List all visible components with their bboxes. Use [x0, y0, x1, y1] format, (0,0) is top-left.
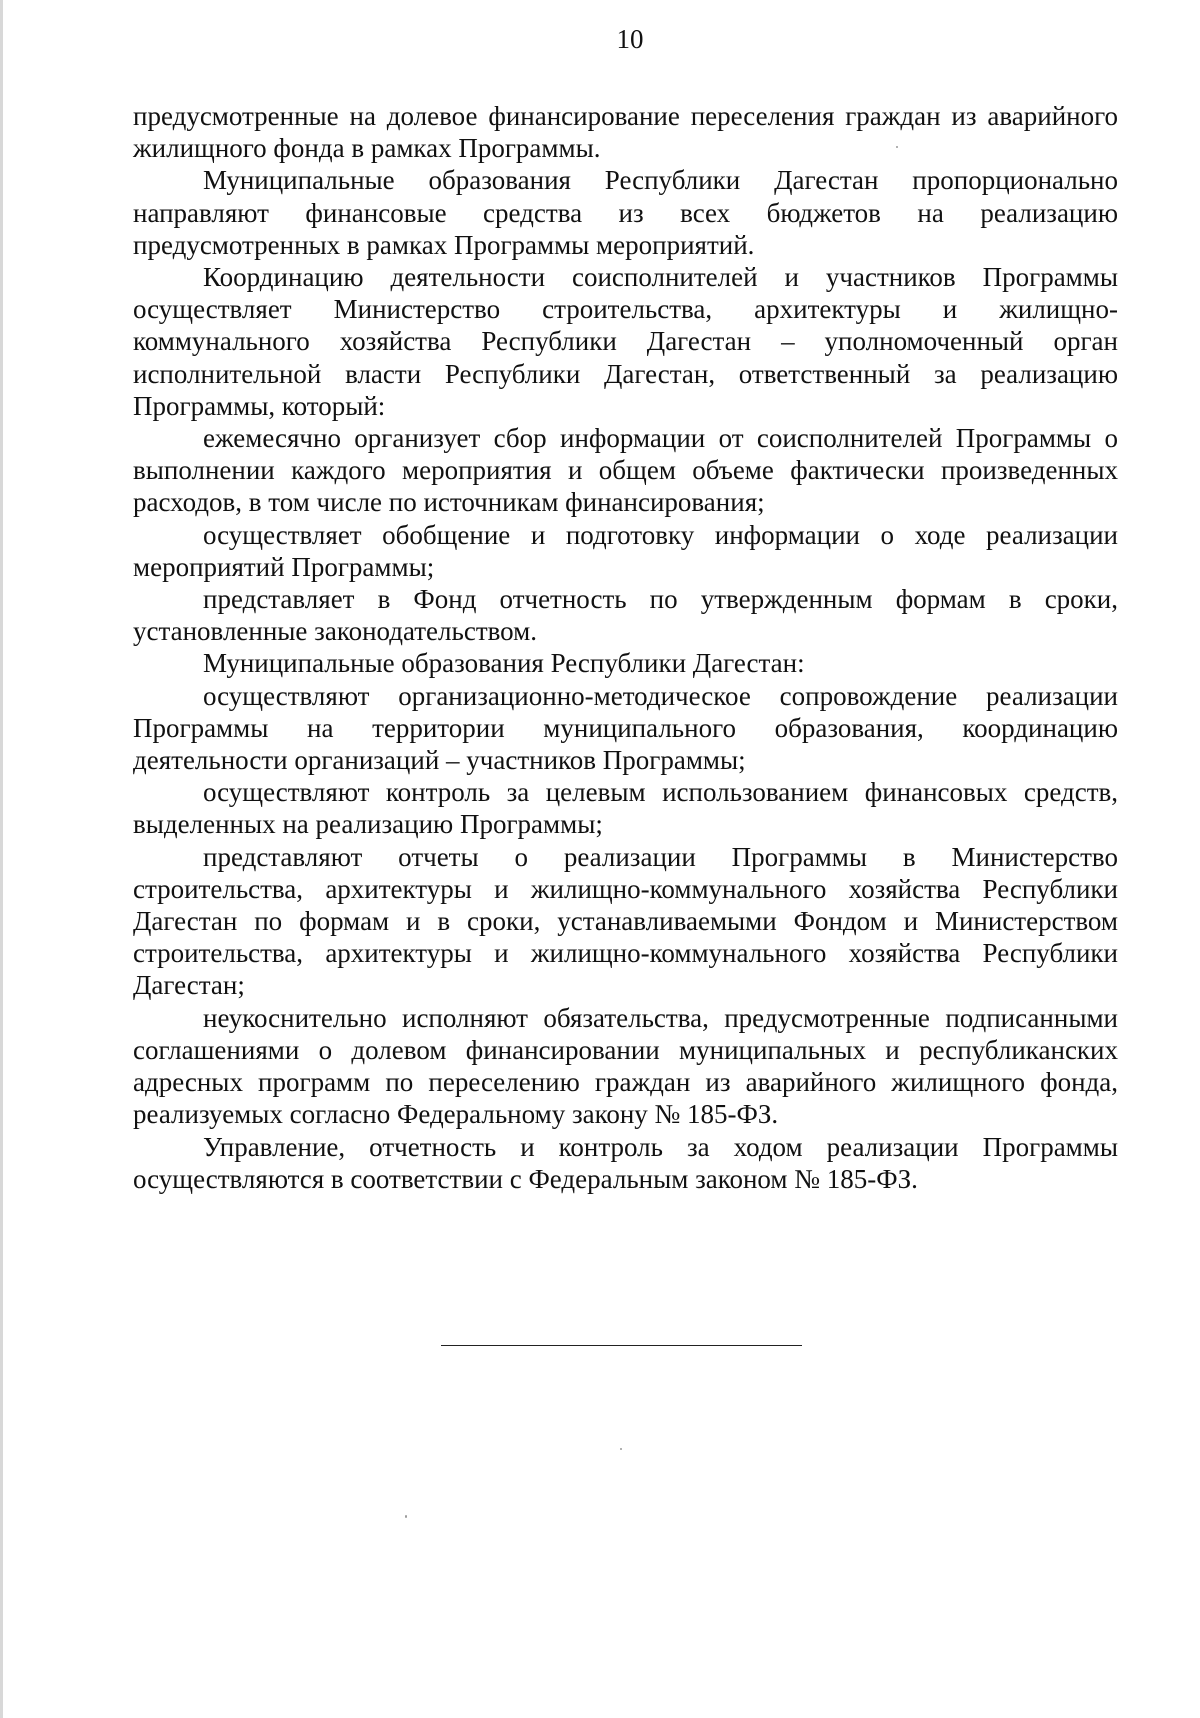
paragraph: представляет в Фонд отчетность по утвержденным формам в сроки, установленные законодательством.	[133, 584, 1118, 647]
paragraph: Муниципальные образования Республики Дагестан пропорционально направляют финансовые средства из всех бюджетов на реализацию предусмотренных в рамках Программы мероприятий.	[133, 165, 1118, 260]
page-number: 10	[616, 24, 644, 54]
paragraph: осуществляет обобщение и подготовку информации о ходе реализации мероприятий Программы;	[133, 519, 1118, 582]
paragraph: ежемесячно организует сбор информации от соисполнителей Программы о выполнении каждого мероприятия и общем объеме фактически произведенных расходов, в том числе по источникам финансирования;	[133, 423, 1118, 518]
paragraph: Координацию деятельности соисполнителей и участников Программы осуществляет Министерство строительства, архитектуры и жилищно-коммунального хозяйства Республики Дагестан – уполномоченный орган исполнительной власти Республики Дагестан, ответственный за реализацию Программы, который:	[133, 262, 1118, 421]
paragraph: осуществляют организационно-методическое сопровождение реализации Программы на территории муниципального образования, координацию деятельности организаций – участников Программы;	[133, 680, 1118, 776]
paragraph: Муниципальные образования Республики Дагестан:	[203, 648, 805, 679]
paragraph: Управление, отчетность и контроль за ходом реализации Программы осуществляются в соответствии с Федеральным законом № 185-ФЗ.	[133, 1131, 1118, 1194]
body-text	[133, 100, 1118, 1195]
scan-speck	[405, 1515, 407, 1518]
scan-edge	[0, 0, 3, 1718]
paragraph: осуществляют контроль за целевым использованием финансовых средств, выделенных на реализацию Программы;	[133, 777, 1118, 840]
scan-speck	[896, 146, 898, 148]
end-separator-line	[441, 1345, 802, 1346]
paragraph: представляют отчеты о реализации Программы в Министерство строительства, архитектуры и жилищно-коммунального хозяйства Республики Дагестан по формам и в сроки, устанавливаемыми Фондом и Министерством строительства, архитектуры и жилищно-коммунального хозяйства Республики Дагестан;	[133, 841, 1118, 1001]
scan-speck	[620, 1448, 622, 1450]
paragraph-continuation: предусмотренные на долевое финансирование переселения граждан из аварийного жилищного фонда в рамках Программы.	[133, 101, 1118, 164]
paragraph: неукоснительно исполняют обязательства, предусмотренные подписанными соглашениями о долевом финансировании муниципальных и республиканских адресных программ по переселению граждан из аварийного жилищного фонда, реализуемых согласно Федеральному закону № 185-ФЗ.	[133, 1002, 1118, 1130]
